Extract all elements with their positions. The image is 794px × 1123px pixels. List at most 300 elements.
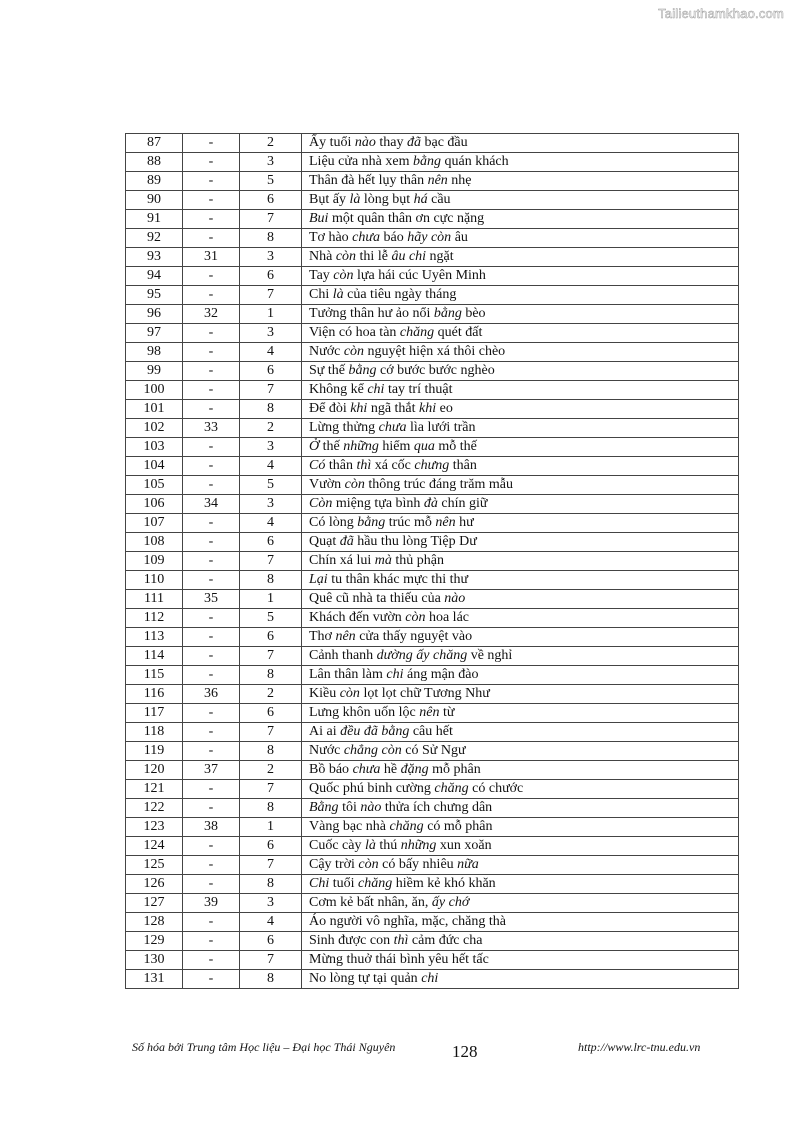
table-row [126,267,739,286]
poem-number: - [183,951,240,970]
line-position: 3 [240,438,302,457]
verse-line [302,134,739,153]
line-number: 91 [126,210,183,229]
emphasized-word: còn [343,344,365,359]
emphasized-word: nào [444,591,466,606]
verse-text: Tơ hào [309,230,353,245]
emphasized-word: chi [421,971,439,986]
line-position: 2 [240,134,302,153]
verse-text: Mừng thuở thái bình yêu hết tấc [309,952,489,967]
table-row [126,514,739,533]
line-position: 6 [240,932,302,951]
table-row [126,628,739,647]
verse-line [302,590,739,609]
verse-text: Bụt ấy [309,192,350,207]
poem-number: 36 [183,685,240,704]
verse-text: Bồ báo [309,762,353,777]
emphasized-word: còn [335,249,357,264]
table-row [126,913,739,932]
emphasized-word: là [364,838,376,853]
poem-number: 39 [183,894,240,913]
table-row [126,704,739,723]
verse-text: tu thân khác mực thi thư [327,572,469,587]
emphasized-word: hãy còn [407,230,452,245]
verse-text: Lân thân làm [309,667,387,682]
verse-text: Có lòng [309,515,358,530]
verse-line [302,362,739,381]
table-row [126,134,739,153]
footer-source: Số hóa bởi Trung tâm Học liệu – Đại học Thái Nguyên [132,1040,396,1054]
verse-text: tôi [338,800,361,815]
verse-text: cớ bước bước nghèo [376,363,495,378]
line-position: 7 [240,856,302,875]
emphasized-word: khi [419,401,437,416]
table-row [126,533,739,552]
line-number: 123 [126,818,183,837]
line-position: 8 [240,799,302,818]
line-position: 8 [240,742,302,761]
line-position: 5 [240,172,302,191]
verse-line [302,609,739,628]
emphasized-word: chưa [378,420,407,435]
line-number: 104 [126,457,183,476]
emphasized-word: Lại [309,572,328,587]
verse-text: lựa hái cúc Uyên Minh [353,268,486,283]
line-number: 99 [126,362,183,381]
emphasized-word: Ở [309,439,320,454]
table-row [126,324,739,343]
emphasized-word: chưa [352,230,381,245]
line-number: 90 [126,191,183,210]
verse-line [302,666,739,685]
poem-number: 31 [183,248,240,267]
line-position: 4 [240,457,302,476]
table-row [126,248,739,267]
line-position: 5 [240,476,302,495]
emphasized-word: bằng [348,363,377,378]
poem-number: - [183,476,240,495]
line-number: 109 [126,552,183,571]
emphasized-word: đã [339,534,354,549]
poem-number: - [183,172,240,191]
verse-line [302,172,739,191]
verse-text: Nước [309,743,344,758]
line-position: 7 [240,552,302,571]
verse-text: Lừng thửng [309,420,379,435]
verse-text: trúc mỗ [385,515,436,530]
verse-text: xá cốc [371,458,415,473]
line-position: 6 [240,362,302,381]
verse-text: Chín xá lui [309,553,375,568]
table-row [126,856,739,875]
emphasized-word: thì [356,458,372,473]
emphasized-word: đà [423,496,438,511]
verse-line [302,552,739,571]
line-number: 87 [126,134,183,153]
verse-line [302,324,739,343]
emphasized-word: nên [427,173,448,188]
poem-number: - [183,837,240,856]
verse-text: Cơm kẻ bất nhân, ăn, [309,895,432,910]
line-number: 94 [126,267,183,286]
emphasized-word: là [332,287,344,302]
emphasized-word: đều đã bằng [340,724,410,739]
emphasized-word: chăng [389,819,424,834]
verse-text: Viện có hoa tàn [309,325,400,340]
verse-text: Ai ai [309,724,341,739]
verse-line [302,685,739,704]
verse-line [302,894,739,913]
line-number: 113 [126,628,183,647]
verse-text: một quân thân ơn cực nặng [328,211,485,226]
line-position: 4 [240,913,302,932]
line-position: 7 [240,647,302,666]
verse-text: Vườn [309,477,345,492]
line-position: 3 [240,153,302,172]
line-position: 4 [240,514,302,533]
emphasized-word: dường ấy chăng [376,648,468,663]
poem-number: 38 [183,818,240,837]
line-position: 8 [240,970,302,989]
verse-text: nhẹ [447,173,472,188]
verse-text: hề [380,762,401,777]
poem-number: 33 [183,419,240,438]
line-position: 6 [240,267,302,286]
line-position: 7 [240,723,302,742]
emphasized-word: chưa [352,762,381,777]
line-number: 116 [126,685,183,704]
page-number: 128 [452,1042,478,1061]
line-position: 2 [240,761,302,780]
verse-text: Kiều [309,686,340,701]
poem-number: - [183,609,240,628]
verse-line [302,153,739,172]
verse-text: Để đòi [309,401,351,416]
verse-text: có Sử Ngư [401,743,466,758]
line-number: 127 [126,894,183,913]
poem-number: - [183,932,240,951]
poem-number: - [183,343,240,362]
line-position: 8 [240,571,302,590]
verse-text: hư [455,515,474,530]
table-row [126,951,739,970]
emphasized-word: đã [407,135,421,150]
poem-number: - [183,780,240,799]
table-row [126,818,739,837]
emphasized-word: những [400,838,437,853]
line-number: 92 [126,229,183,248]
verse-text: Quốc phú binh cường [309,781,435,796]
poem-number: - [183,400,240,419]
verse-text: chín giữ [437,496,488,511]
emphasized-word: còn [333,268,354,283]
emphasized-word: bằng [413,154,441,169]
verse-line [302,951,739,970]
verse-text: thế [319,439,344,454]
verse-text: No lòng tự tại quản [309,971,422,986]
poem-number: - [183,191,240,210]
verse-text: Sinh được con [309,933,394,948]
table-row [126,457,739,476]
table-row [126,381,739,400]
emphasized-word: âu chi [391,249,427,264]
line-number: 105 [126,476,183,495]
table-row [126,894,739,913]
line-position: 7 [240,381,302,400]
verse-text: âu [451,230,468,245]
poem-number: - [183,970,240,989]
line-position: 8 [240,666,302,685]
poem-number: - [183,324,240,343]
verse-line [302,191,739,210]
emphasized-word: bằng [357,515,386,530]
verse-line [302,476,739,495]
verse-text: lọt lọt chữ Tương Như [359,686,490,701]
verse-text: thú [375,838,401,853]
line-position: 3 [240,894,302,913]
table-row [126,153,739,172]
line-position: 5 [240,609,302,628]
verse-text: Áo người vô nghĩa, mặc, chăng thà [309,914,506,929]
line-number: 88 [126,153,183,172]
line-number: 126 [126,875,183,894]
table-row [126,761,739,780]
verse-line [302,343,739,362]
verse-line [302,837,739,856]
line-number: 112 [126,609,183,628]
verse-line [302,799,739,818]
verse-text: Cảnh thanh [309,648,377,663]
verse-text: Tay [309,268,334,283]
table-row [126,799,739,818]
table-row [126,590,739,609]
table-row [126,875,739,894]
line-position: 4 [240,343,302,362]
line-number: 102 [126,419,183,438]
line-position: 7 [240,951,302,970]
table-row [126,419,739,438]
table-row [126,400,739,419]
verse-line [302,818,739,837]
verse-line [302,419,739,438]
line-position: 2 [240,685,302,704]
emphasized-word: còn [358,857,379,872]
line-number: 122 [126,799,183,818]
line-number: 96 [126,305,183,324]
page-footer [132,1040,742,1064]
table-row [126,438,739,457]
verse-text: Tưởng thân hư ảo nổi [309,306,434,321]
emphasized-word: chăng [399,325,435,340]
poem-number: - [183,286,240,305]
poem-number: - [183,571,240,590]
verse-text: thông trúc đáng trăm mẫu [364,477,513,492]
line-position: 6 [240,628,302,647]
verse-text: bạc đầu [421,135,468,150]
emphasized-word: Còn [309,496,333,511]
table-row [126,343,739,362]
table-row [126,932,739,951]
poem-number: - [183,381,240,400]
emphasized-word: ấy chớ [431,895,470,910]
line-number: 100 [126,381,183,400]
verse-line [302,267,739,286]
emphasized-word: đặng [400,762,429,777]
table-row [126,476,739,495]
poem-number: 37 [183,761,240,780]
verse-text: Vàng bạc nhà [309,819,390,834]
emphasized-word: là [349,192,361,207]
poem-table [125,133,739,989]
verse-text: Chi [309,287,333,302]
emphasized-word: mà [374,553,392,568]
verse-line [302,780,739,799]
line-number: 97 [126,324,183,343]
poem-number: - [183,704,240,723]
verse-text: xun xoăn [436,838,492,853]
line-position: 6 [240,837,302,856]
verse-text: có mỗ phân [423,819,493,834]
emphasized-word: nên [335,629,356,644]
line-position: 1 [240,590,302,609]
line-number: 110 [126,571,183,590]
verse-text: thay [375,135,407,150]
line-position: 3 [240,495,302,514]
poem-number: - [183,457,240,476]
line-number: 101 [126,400,183,419]
verse-line [302,723,739,742]
line-number: 121 [126,780,183,799]
table-row [126,970,739,989]
table-row [126,552,739,571]
verse-text: Không kể [309,382,368,397]
verse-text: Liệu cửa nhà xem [309,154,413,169]
poem-number: - [183,552,240,571]
verse-text: thân [325,458,357,473]
verse-line [302,210,739,229]
line-number: 129 [126,932,183,951]
table-row [126,362,739,381]
line-position: 7 [240,780,302,799]
verse-line [302,761,739,780]
verse-text: Thơ [309,629,336,644]
line-position: 8 [240,400,302,419]
emphasized-word: còn [339,686,360,701]
verse-text: Sự thế [309,363,349,378]
line-number: 115 [126,666,183,685]
verse-text: Nhà [309,249,336,264]
poem-table-body [126,134,739,989]
verse-text: Nước [309,344,344,359]
emphasized-word: chi [386,667,404,682]
verse-line [302,856,739,875]
table-row [126,723,739,742]
poem-number: - [183,533,240,552]
table-row [126,229,739,248]
verse-text: thân [449,458,477,473]
verse-text: bèo [461,306,486,321]
line-number: 118 [126,723,183,742]
table-row [126,609,739,628]
emphasized-word: chăng [358,876,393,891]
verse-text: ngặt [426,249,454,264]
line-number: 89 [126,172,183,191]
verse-text: tuổi [329,876,359,891]
line-number: 108 [126,533,183,552]
line-number: 107 [126,514,183,533]
emphasized-word: thì [393,933,409,948]
poem-number: - [183,153,240,172]
verse-text: thủ phận [391,553,444,568]
poem-number: 35 [183,590,240,609]
verse-line [302,400,739,419]
line-position: 3 [240,248,302,267]
verse-text: câu hết [409,724,453,739]
verse-text: nguyệt hiện xá thôi chèo [364,344,506,359]
poem-number: - [183,856,240,875]
line-number: 128 [126,913,183,932]
poem-number: - [183,210,240,229]
table-row [126,780,739,799]
emphasized-word: qua [413,439,435,454]
verse-text: áng mận đào [403,667,479,682]
emphasized-word: bằng [433,306,462,321]
line-position: 7 [240,210,302,229]
verse-text: lòng bụt [360,192,414,207]
verse-line [302,913,739,932]
poem-number: - [183,229,240,248]
verse-line [302,932,739,951]
line-number: 119 [126,742,183,761]
verse-text: cảm đức cha [408,933,483,948]
verse-line [302,970,739,989]
poem-number: 32 [183,305,240,324]
line-number: 125 [126,856,183,875]
table-row [126,191,739,210]
verse-line [302,647,739,666]
verse-text: cửa thấy nguyệt vào [355,629,473,644]
line-number: 111 [126,590,183,609]
verse-text: mỗ thế [434,439,477,454]
verse-text: Quê cũ nhà ta thiếu của [309,591,445,606]
verse-text: của tiêu ngày tháng [343,287,457,302]
line-number: 114 [126,647,183,666]
line-number: 98 [126,343,183,362]
table-row [126,172,739,191]
verse-line [302,305,739,324]
poem-number: - [183,647,240,666]
verse-text: mỗ phân [428,762,481,777]
table-row [126,210,739,229]
poem-number: - [183,438,240,457]
table-row [126,495,739,514]
verse-text: ngã thắt [367,401,420,416]
table-row [126,571,739,590]
verse-line [302,628,739,647]
verse-line [302,381,739,400]
verse-line [302,495,739,514]
verse-text: tay trí thuật [384,382,453,397]
verse-text: Ấy tuổi [309,135,355,150]
verse-text: quán khách [441,154,509,169]
poem-number: - [183,875,240,894]
poem-number: - [183,742,240,761]
verse-line [302,875,739,894]
verse-line [302,571,739,590]
emphasized-word: nào [360,800,382,815]
line-position: 8 [240,229,302,248]
verse-text: báo [380,230,408,245]
